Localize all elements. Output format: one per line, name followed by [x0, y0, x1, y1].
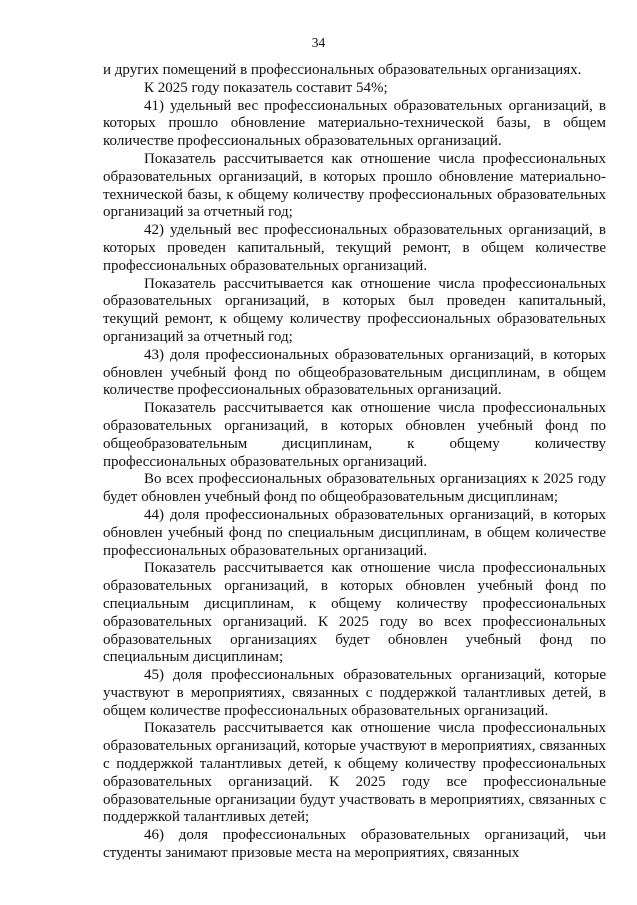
page-number: 34	[311, 35, 326, 50]
paragraph-target-43: Во всех профессиональных образовательных организациях к 2025 году будет обновлен учебный фонд по общеобразовательным дисциплинам;	[103, 471, 606, 506]
paragraph-calculation-44: Показатель рассчитывается как отношение числа профессиональных образовательных организаций, в которых обновлен учебный фонд по специальным дисциплинам, к общему количеству профессиональных образовательных организаций. К 2025 году во всех профессиональных образовательных организациях будет обновлен учебный фонд по специальным дисциплинам;	[103, 560, 606, 666]
paragraph-item-43: 43) доля профессиональных образовательных организаций, в которых обновлен учебный фонд по общеобразовательным дисциплинам, в общем количестве профессиональных образовательных организаций.	[103, 346, 606, 399]
paragraph-item-45: 45) доля профессиональных образовательных организаций, которые участвуют в мероприятиях, связанных с поддержкой талантливых детей, в общем количестве профессиональных образовательных организаций.	[103, 667, 606, 719]
paragraph-calculation-45: Показатель рассчитывается как отношение числа профессиональных образовательных организаций, которые участвуют в мероприятиях, связанных с поддержкой талантливых детей, к общему количеству профессиональных образовательных организаций. К 2025 году все профессиональные образовательные организации будут участвовать в мероприятиях, связанных с поддержкой талантливых детей;	[103, 720, 606, 826]
paragraph-indicator-target: К 2025 году показатель составит 54%;	[144, 79, 388, 96]
document-body	[103, 62, 606, 863]
paragraph-calculation-42: Показатель рассчитывается как отношение числа профессиональных образовательных организаций, в которых был проведен капитальный, текущий ремонт, к общему количеству профессиональных образовательных организаций за отчетный год;	[103, 275, 606, 345]
paragraph-item-46: 46) доля профессиональных образовательных организаций, чьи студенты занимают призовые места на мероприятиях, связанных	[103, 827, 606, 862]
paragraph-item-44: 44) доля профессиональных образовательных организаций, в которых обновлен учебный фонд по специальным дисциплинам, в общем количестве профессиональных образовательных организаций.	[103, 506, 606, 559]
paragraph-item-41: 41) удельный вес профессиональных образовательных организаций, в которых прошло обновление материально-технической базы, в общем количестве профессиональных образовательных организаций.	[103, 97, 606, 150]
paragraph-item-42: 42) удельный вес профессиональных образовательных организаций, в которых проведен капитальный, текущий ремонт, в общем количестве профессиональных образовательных организаций.	[103, 222, 606, 274]
paragraph-calculation-41: Показатель рассчитывается как отношение числа профессиональных образовательных организаций, в которых прошло обновление материально-технической базы, к общему количеству профессиональных образовательных организаций за отчетный год;	[103, 150, 606, 221]
paragraph-calculation-43: Показатель рассчитывается как отношение числа профессиональных образовательных организаций, в которых обновлен учебный фонд по общеобразовательным дисциплинам, к общему количеству профессиональных образовательных организаций.	[103, 400, 606, 470]
paragraph-continuation: и других помещений в профессиональных образовательных организациях.	[103, 62, 582, 78]
